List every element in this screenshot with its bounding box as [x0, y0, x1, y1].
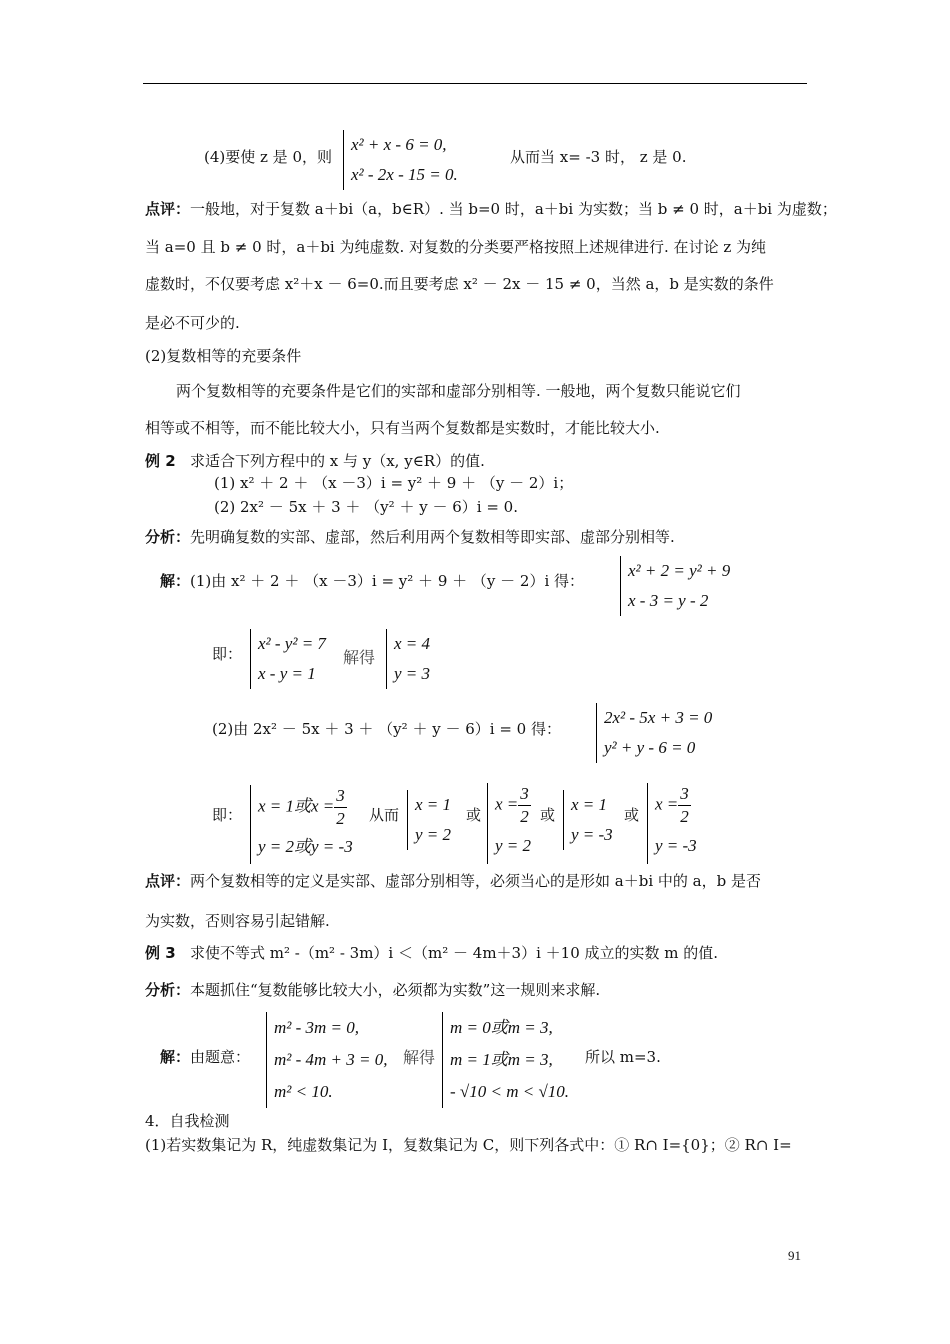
- eq-line: y = 2: [495, 836, 532, 855]
- eq-line: x = 1: [571, 795, 608, 814]
- comment1-line1: [145, 200, 837, 218]
- section4-q1: (1)若实数集记为 R，纯虚数集记为 I，复数集记为 C，则下列各式中：① R∩ I={0}；② R∩ I=: [145, 1136, 792, 1154]
- solution3-answer-system: [442, 1012, 569, 1108]
- eq-line: m² - 3m = 0,: [274, 1018, 360, 1037]
- eq-line: [655, 783, 697, 828]
- eq-line: y = 2: [415, 825, 452, 844]
- solution1-system2: [250, 629, 326, 689]
- solution3-line: [160, 1048, 250, 1066]
- example-label: 例 2: [145, 452, 176, 470]
- eq-line: x - 3 = y - 2: [628, 591, 709, 610]
- fraction: [518, 783, 531, 828]
- case4: [647, 783, 697, 864]
- example-text: 求使不等式 m² -（m² - 3m）i ＜（m² － 4m＋3）i ＋10 成立的实数 m 的值.: [189, 944, 719, 962]
- eq-line: y = 2或y = -3: [258, 837, 353, 856]
- solution3-jiede: 解得: [403, 1048, 436, 1067]
- solution2-system: [596, 703, 712, 763]
- case3: [563, 790, 613, 850]
- eq-line: - √10 < m < √10.: [450, 1082, 570, 1101]
- or-label: 或: [466, 806, 482, 824]
- or-label: 或: [624, 806, 640, 824]
- eq-line: m² - 4m + 3 = 0,: [274, 1050, 388, 1069]
- eq-line: x² - 2x - 15 = 0.: [351, 165, 458, 184]
- eq-line: x² + x - 6 = 0,: [351, 135, 447, 154]
- eq-text: x = 1或x =: [258, 796, 335, 816]
- section4-title: 4．自我检测: [145, 1112, 230, 1130]
- solution-label: 解：: [160, 1048, 191, 1066]
- analysis-text: 本题抓住“复数能够比较大小，必须都为实数”这一规则来求解.: [190, 981, 601, 999]
- eq-text: x =: [655, 794, 679, 814]
- eq-line: 2x² - 5x + 3 = 0: [604, 708, 713, 727]
- or-label: 或: [540, 806, 556, 824]
- solution1-ji: 即：: [212, 645, 243, 663]
- item4-system: [343, 130, 458, 190]
- eq-line: m = 1或m = 3,: [450, 1050, 553, 1069]
- denominator: 2: [680, 807, 689, 826]
- denominator: 2: [520, 807, 529, 826]
- eq-line: y = 3: [394, 664, 431, 683]
- numerator: 3: [334, 785, 347, 808]
- solution1-line: [160, 572, 584, 590]
- eq-text: x =: [495, 794, 519, 814]
- solution2-line: (2)由 2x² － 5x ＋ 3 ＋ （y² ＋ y － 6）i = 0 得：: [212, 720, 561, 738]
- example2-q2: (2) 2x² － 5x ＋ 3 ＋ （y² ＋ y － 6）i = 0.: [214, 498, 518, 516]
- page-number: 91: [788, 1248, 801, 1263]
- item4-intro: (4)要使 z 是 0，则: [204, 148, 332, 166]
- solution-text: 由题意：: [190, 1048, 251, 1066]
- analysis2: [145, 528, 675, 546]
- example-label: 例 3: [145, 944, 176, 962]
- eq-line: m = 0或m = 3,: [450, 1018, 553, 1037]
- comment-label: 点评：: [145, 200, 191, 218]
- comment1-line3: 虚数时，不仅要考虑 x²＋x － 6=0.而且要考虑 x² － 2x － 15 ≠ 0，当然 a，b 是实数的条件: [145, 275, 774, 293]
- comment-label: 点评：: [145, 872, 191, 890]
- header-rule: [143, 83, 807, 84]
- example2-statement: [145, 452, 485, 470]
- eq-line: x² + 2 = y² + 9: [628, 561, 731, 580]
- solution-label: 解：: [160, 572, 191, 590]
- solution2-congr: 从而: [369, 806, 400, 824]
- comment2-line2: 为实数，否则容易引起错解.: [145, 912, 330, 930]
- eq-line: [495, 783, 531, 828]
- denominator: 2: [336, 809, 345, 828]
- analysis-label: 分析：: [145, 528, 191, 546]
- solution1-system: [620, 556, 730, 616]
- example3-statement: [145, 944, 718, 962]
- case2: [487, 783, 531, 864]
- solution2-ji: 即：: [212, 806, 243, 824]
- eq-line: x² - y² = 7: [258, 634, 326, 653]
- section2-para-line2: 相等或不相等，而不能比较大小，只有当两个复数都是实数时，才能比较大小.: [145, 419, 660, 437]
- solution3-conclusion: 所以 m=3.: [585, 1048, 661, 1066]
- numerator: 3: [518, 783, 531, 806]
- numerator: 3: [678, 783, 691, 806]
- eq-line: y = -3: [655, 836, 697, 855]
- comment-text: 两个复数相等的定义是实部、虚部分别相等，必须当心的是形如 a＋bi 中的 a，b 是否: [190, 872, 761, 890]
- section2-title: (2)复数相等的充要条件: [145, 347, 302, 365]
- item4-conclusion: 从而当 x= -3 时， z 是 0.: [510, 148, 687, 166]
- fraction: [678, 783, 691, 828]
- eq-line: y² + y - 6 = 0: [604, 738, 696, 757]
- comment1-line4: 是必不可少的.: [145, 314, 240, 332]
- fraction: [334, 785, 347, 830]
- eq-line: x = 1: [415, 795, 452, 814]
- solution1-answer: [386, 629, 430, 689]
- case1: [407, 790, 451, 850]
- eq-line: m² < 10.: [274, 1082, 333, 1101]
- eq-line: [258, 785, 353, 830]
- solution-text: (1)由 x² ＋ 2 ＋ （x －3）i = y² ＋ 9 ＋ （y － 2）i 得：: [190, 572, 585, 590]
- solution1-jiede: 解得: [343, 648, 376, 667]
- comment-text: 一般地，对于复数 a＋bi（a，b∈R）. 当 b=0 时，a＋bi 为实数；当 b ≠ 0 时，a＋bi 为虚数；: [190, 200, 837, 218]
- eq-line: x = 4: [394, 634, 431, 653]
- eq-line: x - y = 1: [258, 664, 316, 683]
- example2-q1: (1) x² ＋ 2 ＋ （x －3）i = y² ＋ 9 ＋ （y － 2）i；: [214, 474, 574, 492]
- comment2-line1: [145, 872, 761, 890]
- analysis-label: 分析：: [145, 981, 191, 999]
- analysis3: [145, 981, 600, 999]
- comment1-line2: 当 a=0 且 b ≠ 0 时，a＋bi 为纯虚数. 对复数的分类要严格按照上述规律进行. 在讨论 z 为纯: [145, 238, 767, 256]
- section2-para-line1: 两个复数相等的充要条件是它们的实部和虚部分别相等. 一般地，两个复数只能说它们: [176, 382, 741, 400]
- solution2-system2: [250, 785, 353, 864]
- example-text: 求适合下列方程中的 x 与 y（x, y∈R）的值.: [189, 452, 485, 470]
- analysis-text: 先明确复数的实部、虚部，然后利用两个复数相等即实部、虚部分别相等.: [190, 528, 675, 546]
- eq-line: y = -3: [571, 825, 613, 844]
- solution3-system: [266, 1012, 388, 1108]
